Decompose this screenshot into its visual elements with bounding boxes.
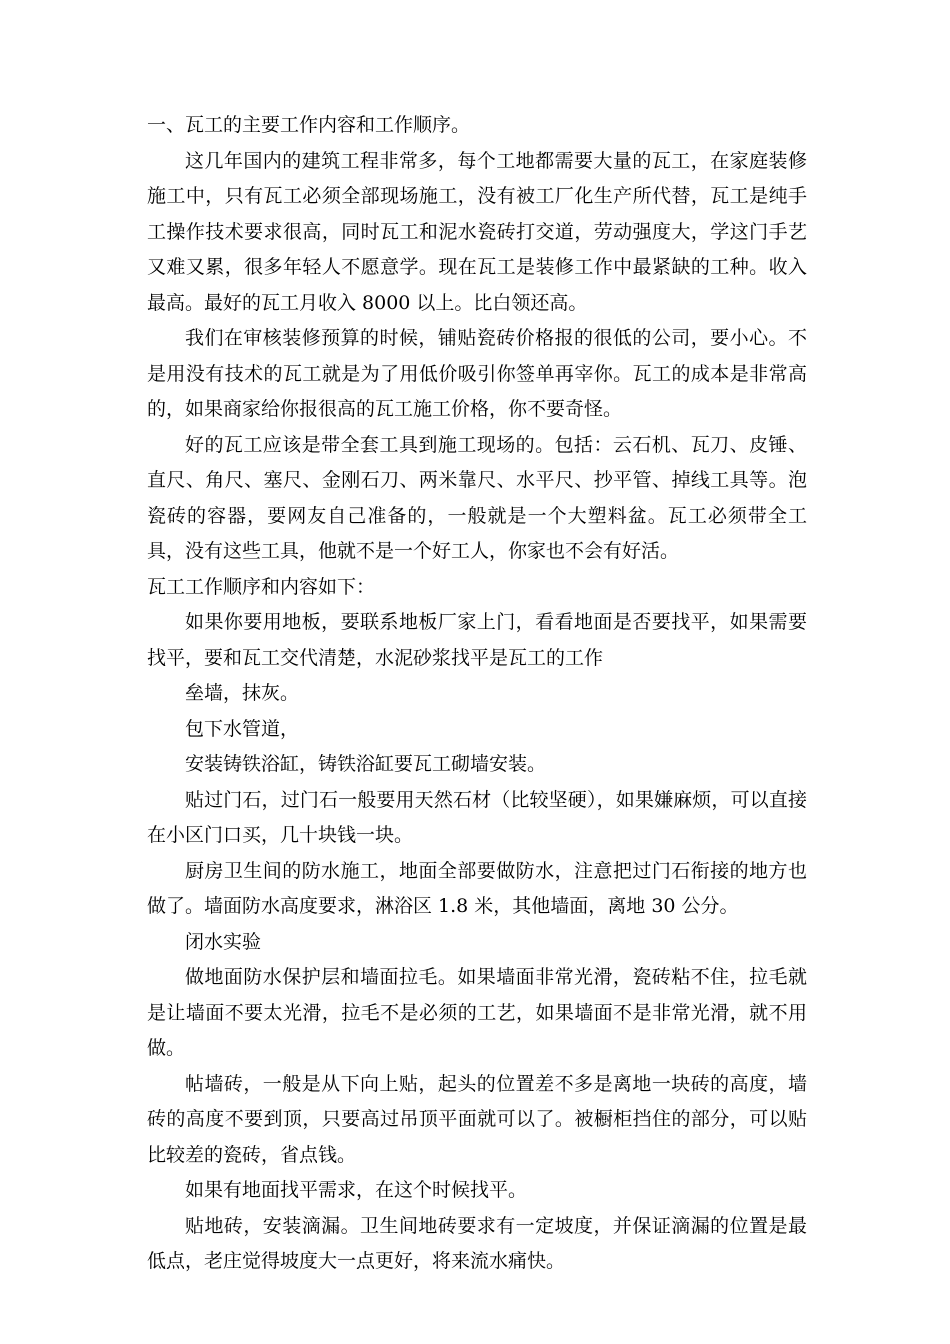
- document-body: [147, 108, 807, 1280]
- step-floor-tiles: 贴地砖，安装滴漏。卫生间地砖要求有一定坡度，并保证滴漏的位置是最低点，老庄觉得坡度大一点更好，将来流水痛快。: [147, 1214, 807, 1272]
- step-wall-building: 垒墙，抹灰。: [185, 682, 300, 704]
- step-pipe-wrapping: 包下水管道，: [185, 717, 300, 740]
- step-bathtub-install: 安装铸铁浴缸，铸铁浴缸要瓦工砌墙安装。: [185, 753, 547, 775]
- work-order-heading: 瓦工工作顺序和内容如下：: [147, 575, 376, 598]
- step-waterproofing: 厨房卫生间的防水施工，地面全部要做防水，注意把过门石衔接的地方也做了。墙面防水高度要求，淋浴区 1.8 米，其他墙面，离地 30 公分。: [147, 859, 807, 917]
- paragraph-tools: 好的瓦工应该是带全套工具到施工现场的。包括：云石机、瓦刀、皮锤、直尺、角尺、塞尺、金刚石刀、两米靠尺、水平尺、抄平管、掉线工具等。泡瓷砖的容器，要网友自己准备的，一般就是一个大塑料盆。瓦工必须带全工具，没有这些工具，他就不是一个好工人，你家也不会有好活。: [147, 433, 807, 562]
- paragraph-budget-warning: 我们在审核装修预算的时候，铺贴瓷砖价格报的很低的公司，要小心。不是用没有技术的瓦工就是为了用低价吸引你签单再宰你。瓦工的成本是非常高的，如果商家给你报很高的瓦工施工价格，你不要奇怪。: [147, 327, 807, 420]
- step-floor-leveling: 如果你要用地板，要联系地板厂家上门，看看地面是否要找平，如果需要找平，要和瓦工交代清楚，水泥砂浆找平是瓦工的工作: [147, 611, 807, 669]
- step-protective-layer: 做地面防水保护层和墙面拉毛。如果墙面非常光滑，瓷砖粘不住，拉毛就是让墙面不要太光滑，拉毛不是必须的工艺，如果墙面不是非常光滑，就不用做。: [147, 966, 807, 1059]
- step-floor-leveling-optional: 如果有地面找平需求，在这个时候找平。: [185, 1179, 528, 1201]
- section-heading: 一、瓦工的主要工作内容和工作顺序。: [147, 114, 471, 136]
- step-wall-tiles: 帖墙砖，一般是从下向上贴，起头的位置差不多是离地一块砖的高度，墙砖的高度不要到顶，只要高过吊顶平面就可以了。被橱柜挡住的部分，可以贴比较差的瓷砖，省点钱。: [147, 1072, 807, 1166]
- step-threshold-stone: 贴过门石，过门石一般要用天然石材（比较坚硬），如果嫌麻烦，可以直接在小区门口买，几十块钱一块。: [147, 788, 807, 846]
- paragraph-intro: 这几年国内的建筑工程非常多，每个工地都需要大量的瓦工，在家庭装修施工中，只有瓦工必须全部现场施工，没有被工厂化生产所代替，瓦工是纯手工操作技术要求很高，同时瓦工和泥水瓷砖打交道，劳动强度大，学这门手艺又难又累，很多年轻人不愿意学。现在瓦工是装修工作中最紧缺的工种。收入最高。最好的瓦工月收入 8000 以上。比白领还高。: [147, 149, 807, 314]
- step-water-test: 闭水实验: [185, 930, 262, 953]
